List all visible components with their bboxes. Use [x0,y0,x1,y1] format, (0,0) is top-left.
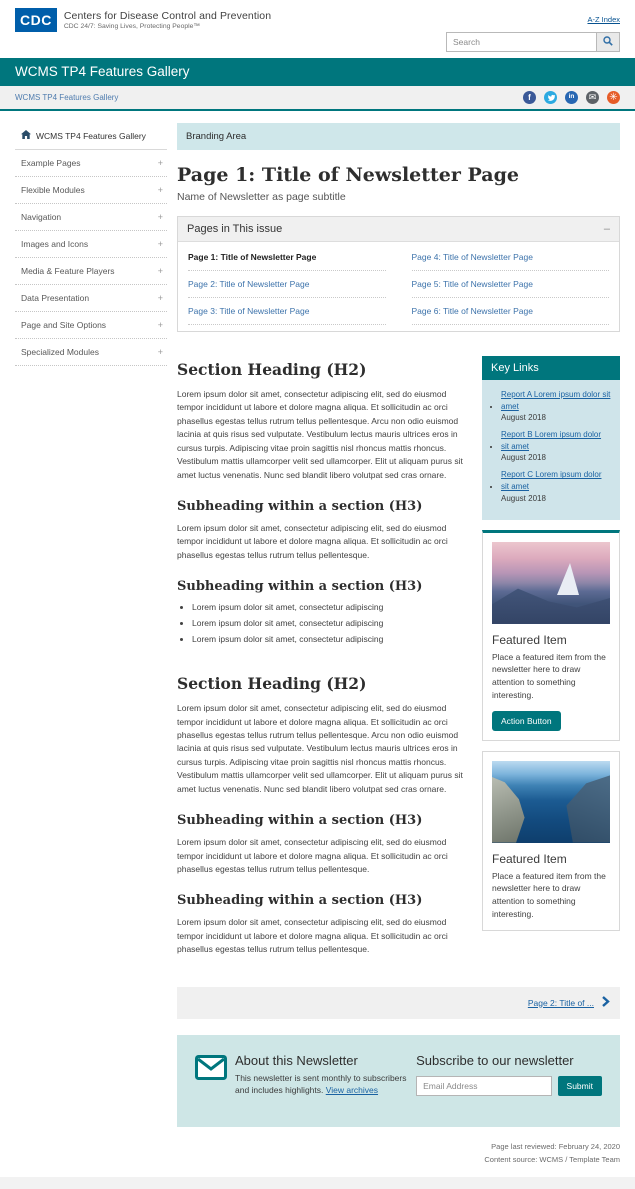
newsletter-section [177,1035,620,1128]
right-rail [482,356,620,967]
sidebar-home-label: WCMS TP4 Features Gallery [36,130,146,141]
expand-plus-icon[interactable]: + [157,212,163,222]
agency-name: Centers for Disease Control and Prevention [63,10,272,22]
section-2-paragraph: Lorem ipsum dolor sit amet, consectetur adipiscing elit, sed do eiusmod tempor incididunt ut labore et dolore magna aliqua. Et sollicitudin ac orci phasellus egestas tellus rutrum tellus pellentesque. Arcu non odio euismod lacinia at quis risus sed vulputate. Vestibulum lectus mauris ultrices eros in cursus turpis. Adipiscing vitae proin sagittis nisl rhoncus mattis rhoncus. Vestibulum mattis ullamcorper velit sed ullamcorper. Elit ut aliquam purus sit amet luctus venenatis. Nunc sed blandit libero volutpat sed cras ornare. [177,703,463,794]
key-link-report-b[interactable]: Report B Lorem ipsum dolor sit amet [501,430,602,451]
content-area [0,111,635,1127]
footer-band [0,1177,635,1189]
sidebar-item-home[interactable] [15,123,167,150]
content-source: Content source: WCMS / Template Team [484,1154,620,1164]
expand-plus-icon[interactable]: + [157,293,163,303]
bullet-item: • Lorem ipsum dolor sit amet, consectetur adipiscing [192,602,466,612]
sidebar-item-media-feature-players[interactable] [15,258,167,285]
cdc-logo[interactable] [15,8,271,32]
pages-column-1 [188,244,386,325]
expand-plus-icon[interactable]: + [157,320,163,330]
page-6-link[interactable]: Page 6: Title of Newsletter Page [412,298,610,325]
search-icon [603,33,613,51]
next-page-link[interactable]: Page 2: Title of ... [527,997,594,1008]
search-input[interactable] [446,32,596,52]
agency-tagline: CDC 24/7: Saving Lives, Protecting People™ [63,23,201,30]
envelope-icon [195,1053,235,1098]
subheading-2b-paragraph: Lorem ipsum dolor sit amet, consectetur adipiscing elit, sed do eiusmod tempor incididunt ut labore et dolore magna aliqua. Et sollicitudin ac orci phasellus egestas tellus rutrum tellus pellentesque. [177,917,448,955]
subheading-2a-paragraph: Lorem ipsum dolor sit amet, consectetur adipiscing elit, sed do eiusmod tempor incididunt ut labore et dolore magna aliqua. Et sollicitudin ac orci phasellus egestas tellus rutrum tellus pellentesque. [177,837,448,875]
featured-item-title: Featured Item [492,632,567,647]
sidebar-item-navigation[interactable] [15,204,167,231]
sidebar-item-label: Navigation [21,212,62,222]
about-newsletter-title: About this Newsletter [235,1052,358,1068]
bullet-item: • Lorem ipsum dolor sit amet, consectetur adipiscing [192,634,466,644]
page-1-link[interactable]: Page 1: Title of Newsletter Page [188,244,386,271]
key-link-report-c[interactable]: Report C Lorem ipsum dolor sit amet [501,470,602,491]
sidebar-item-label: Page and Site Options [21,320,107,330]
featured-item-text: Place a featured item from the newsletter here to draw attention to something interesting. [492,651,606,700]
bullet-list [192,602,466,644]
view-archives-link[interactable]: View archives [325,1085,379,1096]
left-nav [15,123,167,1127]
email-field[interactable] [416,1076,551,1096]
page-footer [0,1127,635,1177]
page-last-reviewed: Page last reviewed: February 24, 2020 [491,1142,620,1152]
fjord-photo [492,761,610,843]
cdc-logo-box: CDC [15,8,57,32]
about-newsletter-text [235,1072,416,1098]
sidebar-item-page-site-options[interactable] [15,312,167,339]
key-link-report-a[interactable]: Report A Lorem ipsum dolor sit amet [501,390,611,411]
chevron-right-icon[interactable] [601,994,610,1012]
social-share-row [523,91,620,104]
featured-item-text: Place a featured item from the newsletter here to draw attention to something interesting. [492,870,606,919]
subscribe-block [416,1053,602,1098]
site-header [0,0,635,58]
main-column [177,123,620,1127]
email-share-icon[interactable]: ✉ [586,91,599,104]
key-link-date: August 2018 [501,493,546,503]
linkedin-icon[interactable]: in [565,91,578,104]
featured-item-card-2 [482,751,620,931]
sidebar-item-label: Images and Icons [21,239,89,249]
az-index-link[interactable]: A-Z Index [587,15,620,24]
key-link-date: August 2018 [501,413,546,423]
key-link-item [501,469,611,502]
key-links-box [482,356,620,520]
page-4-link[interactable]: Page 4: Title of Newsletter Page [412,244,610,271]
sidebar-item-specialized-modules[interactable] [15,339,167,366]
subscribe-title: Subscribe to our newsletter [416,1052,574,1068]
about-text-span: This newsletter is sent monthly to subscribers and includes highlights. [235,1072,407,1096]
subheading-1b: Subheading within a section (H3) [177,579,423,595]
pages-card-title: Pages in This issue [187,223,283,235]
subheading-2b: Subheading within a section (H3) [177,893,423,909]
subheading-2a: Subheading within a section (H3) [177,813,423,829]
sidebar-item-label: Specialized Modules [21,347,99,357]
sidebar-item-label: Example Pages [21,158,81,168]
section-1-paragraph: Lorem ipsum dolor sit amet, consectetur adipiscing elit, sed do eiusmod tempor incididunt ut labore et dolore magna aliqua. Et sollicitudin ac orci phasellus egestas tellus rutrum tellus pellentesque. Arcu non odio euismod lacinia at quis risus sed vulputate. Vestibulum lectus mauris ultrices eros in cursus turpis. Adipiscing vitae proin sagittis nisl rhoncus mattis rhoncus. Vestibulum mattis ullamcorper velit sed ullamcorper. Elit ut aliquam purus sit amet luctus venenatis. Nunc sed blandit libero volutpat sed cras ornare. [177,389,463,480]
page-title: Page 1: Title of Newsletter Page [177,164,519,186]
bullet-item: • Lorem ipsum dolor sit amet, consectetur adipiscing [192,618,466,628]
subheading-1a: Subheading within a section (H3) [177,498,423,514]
twitter-icon[interactable] [544,91,557,104]
breadcrumb[interactable]: WCMS TP4 Features Gallery [15,93,119,102]
search-button[interactable] [596,32,620,52]
site-title-banner [0,58,635,86]
site-title: WCMS TP4 Features Gallery [15,64,190,79]
pages-column-2 [412,244,610,325]
expand-plus-icon[interactable]: + [157,239,163,249]
expand-plus-icon[interactable]: + [157,347,163,357]
home-icon [21,130,31,141]
action-button[interactable]: Action Button [492,711,561,731]
mountain-sunset-photo [492,542,610,624]
pagination-bar [177,987,620,1019]
collapse-minus-icon[interactable]: – [603,223,610,235]
featured-item-card-1 [482,530,620,741]
expand-plus-icon[interactable]: + [157,185,163,195]
key-link-item [501,429,611,462]
breadcrumb-bar [0,86,635,111]
page-2-link[interactable]: Page 2: Title of Newsletter Page [188,271,386,298]
sidebar-item-label: Flexible Modules [21,185,85,195]
sidebar-item-images-and-icons[interactable] [15,231,167,258]
pages-in-issue-card [177,216,620,332]
submit-button[interactable]: Submit [558,1076,602,1096]
sidebar-item-data-presentation[interactable] [15,285,167,312]
section-heading-1: Section Heading (H2) [177,360,367,379]
key-links-title: Key Links [482,356,620,380]
featured-item-title: Featured Item [492,851,567,866]
facebook-icon[interactable]: f [523,91,536,104]
expand-plus-icon[interactable]: + [157,266,163,276]
page-3-link[interactable]: Page 3: Title of Newsletter Page [188,298,386,325]
branding-area: Branding Area [177,123,620,150]
sidebar-item-example-pages[interactable] [15,150,167,177]
about-newsletter [235,1053,416,1098]
key-link-date: August 2018 [501,453,546,463]
section-heading-2: Section Heading (H2) [177,674,367,694]
sidebar-item-label: Media & Feature Players [21,266,115,276]
sidebar-item-label: Data Presentation [21,293,90,303]
page-subtitle: Name of Newsletter as page subtitle [177,191,346,203]
key-link-item [501,389,611,422]
subheading-1a-paragraph: Lorem ipsum dolor sit amet, consectetur adipiscing elit, sed do eiusmod tempor incididunt ut labore et dolore magna aliqua. Et sollicitudin ac orci phasellus egestas tellus rutrum tellus pellentesque. [177,522,448,560]
expand-plus-icon[interactable]: + [157,158,163,168]
syndicate-icon[interactable]: ✳ [607,91,620,104]
article-text-column [177,356,466,967]
sidebar-item-flexible-modules[interactable] [15,177,167,204]
page-5-link[interactable]: Page 5: Title of Newsletter Page [412,271,610,298]
